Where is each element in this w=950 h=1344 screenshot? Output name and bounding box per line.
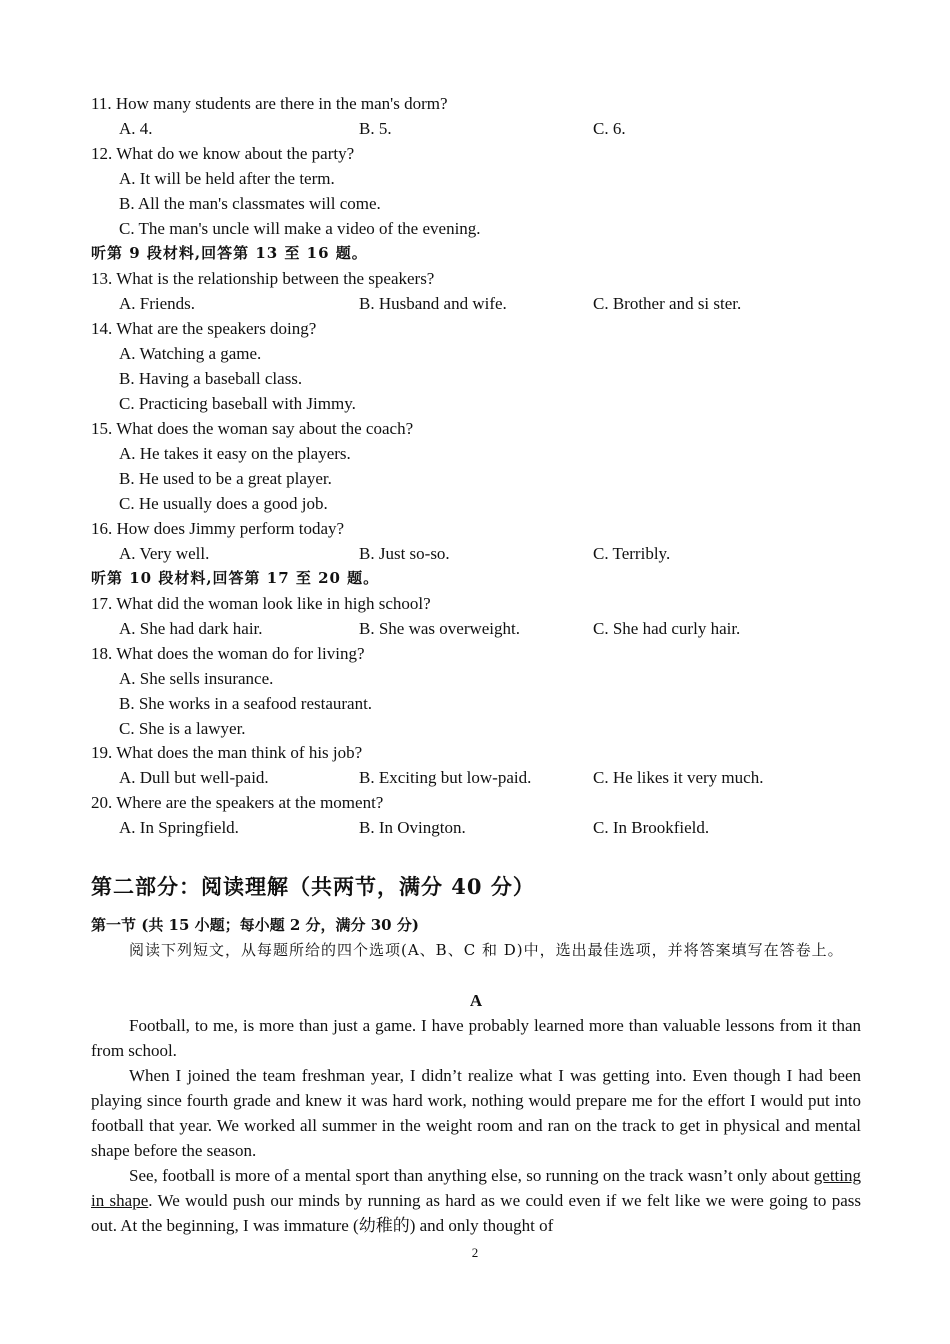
- q19-options: [0, 765, 950, 790]
- q12-option-a: A. It will be held after the term.: [119, 169, 335, 188]
- q13-option-c: C. Brother and si ster.: [593, 294, 742, 313]
- q18-stem: 18. What does the woman do for living?: [91, 644, 365, 663]
- q20-stem: 20. Where are the speakers at the moment?: [91, 793, 384, 812]
- q17-option-b: B. She was overweight.: [359, 619, 521, 638]
- q14-option-c: C. Practicing baseball with Jimmy.: [119, 394, 356, 413]
- passage-paragraph-3: [91, 1163, 861, 1238]
- q11-option-a: A. 4.: [119, 119, 153, 138]
- q13-stem: 13. What is the relationship between the speakers?: [91, 269, 435, 288]
- q15-option-a: A. He takes it easy on the players.: [119, 444, 351, 463]
- q15-stem: 15. What does the woman say about the coach?: [91, 419, 414, 438]
- q11-options: [0, 116, 950, 141]
- q18-option-b: B. She works in a seafood restaurant.: [119, 694, 373, 713]
- passage-paragraph-1: Football, to me, is more than just a game. I have probably learned more than valuable lessons from it than from school.: [91, 1016, 861, 1060]
- section-9-heading: 听第 9 段材料,回答第 13 至 16 题。: [91, 244, 368, 262]
- q19-option-b: B. Exciting but low-paid.: [359, 768, 532, 787]
- q13-option-a: A. Friends.: [119, 294, 196, 313]
- q19-option-c: C. He likes it very much.: [593, 768, 764, 787]
- underlined-phrase: getting in shape: [91, 1166, 861, 1210]
- q14-stem: 14. What are the speakers doing?: [91, 319, 317, 338]
- q19-option-a: A. Dull but well-paid.: [119, 768, 269, 787]
- q12-option-c: C. The man's uncle will make a video of the evening.: [119, 219, 481, 238]
- q11-stem: 11. How many students are there in the man's dorm?: [91, 94, 448, 113]
- q17-option-c: C. She had curly hair.: [593, 619, 741, 638]
- q19-stem: 19. What does the man think of his job?: [91, 743, 363, 762]
- q16-stem: 16. How does Jimmy perform today?: [91, 519, 345, 538]
- q11-option-c: C. 6.: [593, 119, 626, 138]
- paragraph-3-end: . We would push our minds by running as hard as we could even if we felt like we were going to pass out. At the beginning, I was immature (幼稚的) and only thought of: [91, 1191, 862, 1235]
- q13-option-b: B. Husband and wife.: [359, 294, 507, 313]
- passage-paragraph-2: When I joined the team freshman year, I didn’t realize what I was getting into. Even though I had been playing since fourth grade and knew it was hard work, nothing would prepare me for the effort I would put into football that year. We worked all summer in the weight room and ran on the track to get in physical and mental shape before the season.: [91, 1066, 861, 1160]
- q11-option-b: B. 5.: [359, 119, 392, 138]
- section1-subheading: 第一节 (共 15 小题；每小题 2 分，满分 30 分): [91, 916, 419, 934]
- page-number: 2: [471, 1245, 479, 1260]
- q16-option-b: B. Just so-so.: [359, 544, 450, 563]
- q15-option-b: B. He used to be a great player.: [119, 469, 332, 488]
- q12-stem: 12. What do we know about the party?: [91, 144, 355, 163]
- q18-option-c: C. She is a lawyer.: [119, 719, 246, 738]
- passage-title: A: [469, 991, 483, 1010]
- q16-option-a: A. Very well.: [119, 544, 210, 563]
- part2-heading: 第二部分：阅读理解（共两节，满分 40 分）: [91, 874, 535, 899]
- q16-options: [0, 541, 950, 566]
- q15-option-c: C. He usually does a good job.: [119, 494, 328, 513]
- section-10-heading: 听第 10 段材料,回答第 17 至 20 题。: [91, 569, 380, 587]
- q16-option-c: C. Terribly.: [593, 544, 671, 563]
- q18-option-a: A. She sells insurance.: [119, 669, 274, 688]
- q13-options: [0, 291, 950, 316]
- q20-option-c: C. In Brookfield.: [593, 818, 710, 837]
- reading-instruction: 阅读下列短文，从每题所给的四个选项(A、B、C 和 D)中，选出最佳选项，并将答案填写在答卷上。: [129, 941, 844, 959]
- q17-option-a: A. She had dark hair.: [119, 619, 263, 638]
- q14-option-a: A. Watching a game.: [119, 344, 262, 363]
- paragraph-3-start: See, football is more of a mental sport than anything else, so running on the track wasn’t only about: [129, 1166, 814, 1185]
- q12-option-b: B. All the man's classmates will come.: [119, 194, 381, 213]
- q17-stem: 17. What did the woman look like in high school?: [91, 594, 431, 613]
- q20-options: [0, 815, 950, 840]
- q20-option-b: B. In Ovington.: [359, 818, 466, 837]
- q20-option-a: A. In Springfield.: [119, 818, 239, 837]
- q17-options: [0, 616, 950, 641]
- q14-option-b: B. Having a baseball class.: [119, 369, 303, 388]
